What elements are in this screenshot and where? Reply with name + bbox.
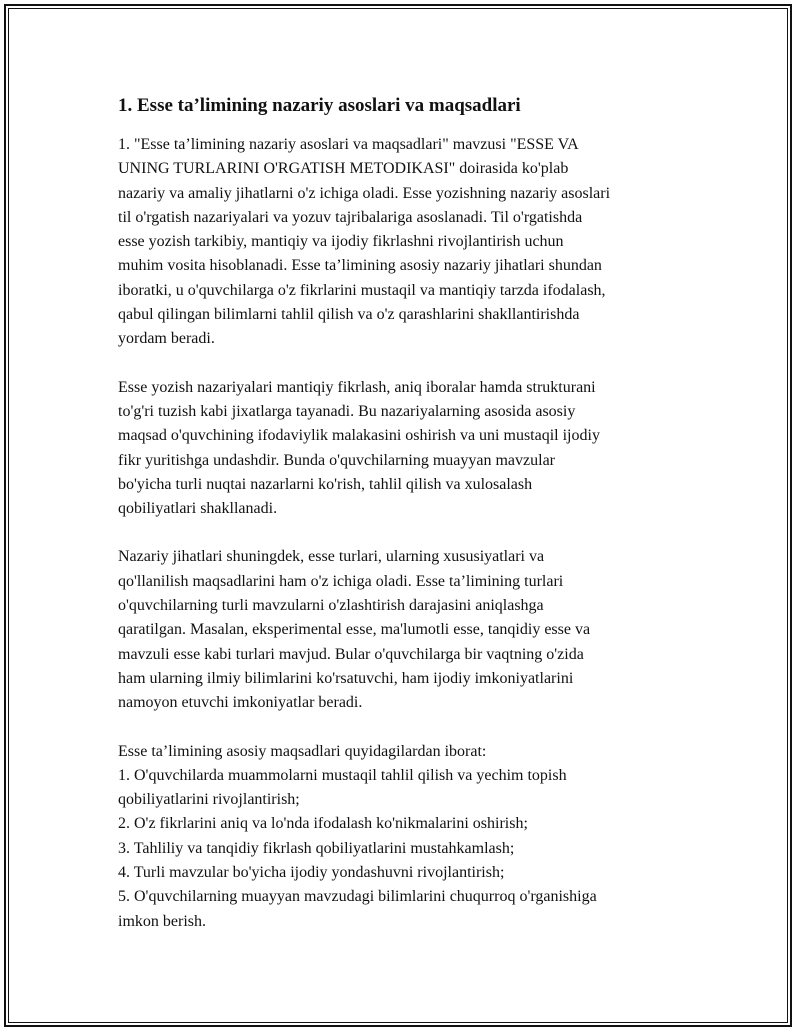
- text-line: maqsad o'quvchining ifodaviylik malakasini oshirish va uni mustaqil ijodiy: [118, 427, 600, 445]
- text-line: muhim vosita hisoblanadi. Esse ta’limining asosiy nazariy jihatlari shundan: [118, 257, 602, 275]
- list-item: 4. Turli mavzular bo'yicha ijodiy yondashuvni rivojlantirish;: [118, 864, 505, 882]
- text-line: Esse yozish nazariyalari mantiqiy fikrlash, aniq iboralar hamda strukturani: [118, 378, 596, 396]
- paragraph-2: [118, 376, 688, 522]
- text-line: til o'rgatish nazariyalari va yozuv tajribalariga asoslanadi. Til o'rgatishda: [118, 208, 583, 226]
- paragraph-3: [118, 545, 688, 715]
- text-line: esse yozish tarkibiy, mantiqiy va ijodiy fikrlashni rivojlantirish uchun: [118, 233, 564, 251]
- text-line: qaratilgan. Masalan, eksperimental esse, ma'lumotli esse, tanqidiy esse va: [118, 621, 591, 639]
- text-line: qabul qilingan bilimlarni tahlil qilish va o'z qarashlarini shakllantirishda: [118, 306, 580, 324]
- list-item: 2. O'z fikrlarini aniq va lo'nda ifodalash ko'nikmalarini oshirish;: [118, 815, 528, 833]
- text-line: Nazariy jihatlari shuningdek, esse turlari, ularning xususiyatlari va: [118, 548, 545, 566]
- goals-list: [118, 740, 688, 934]
- text-line: 1. "Esse ta’limining nazariy asoslari va maqsadlari" mavzusi "ESSE VA: [118, 136, 579, 153]
- list-item-continued: imkon berish.: [118, 912, 206, 930]
- list-item: 1. O'quvchilarda muammolarni mustaqil tahlil qilish va yechim topish: [118, 766, 567, 784]
- paragraph-1: [118, 133, 688, 352]
- text-line: o'quvchilarning turli mavzularni o'zlashtirish darajasini aniqlashga: [118, 597, 544, 615]
- text-line: mavzuli esse kabi turlari mavjud. Bular o'quvchilarga bir vaqtning o'zida: [118, 645, 584, 663]
- list-item-continued: qobiliyatlarini rivojlantirish;: [118, 791, 300, 809]
- text-line: bo'yicha turli nuqtai nazarlarni ko'rish, tahlil qilish va xulosalash: [118, 475, 533, 493]
- text-line: ham ularning ilmiy bilimlarini ko'rsatuvchi, ham ijodiy imkoniyatlarini: [118, 669, 574, 687]
- goals-intro: Esse ta’limining asosiy maqsadlari quyidagilardan iborat:: [118, 742, 487, 760]
- text-line: qo'llanilish maqsadlarini ham o'z ichiga oladi. Esse ta’limining turlari: [118, 572, 564, 590]
- text-line: to'g'ri tuzish kabi jixatlarga tayanadi. Bu nazariyalarning asosida asosiy: [118, 402, 576, 420]
- section-heading: 1. Esse ta’limining nazariy asoslari va maqsadlari: [118, 95, 521, 116]
- text-line: nazariy va amaliy jihatlarni o'z ichiga oladi. Esse yozishning nazariy asoslari: [118, 184, 611, 202]
- text-line: yordam beradi.: [118, 330, 215, 348]
- text-line: fikr yuritishga undashdir. Bunda o'quvchilarning muayyan mavzular: [118, 451, 556, 469]
- text-line: namoyon etuvchi imkoniyatlar beradi.: [118, 694, 363, 712]
- text-line: UNING TURLARINI O'RGATISH METODIKASI" doirasida ko'plab: [118, 160, 569, 178]
- list-item: 5. O'quvchilarning muayyan mavzudagi bilimlarini chuqurroq o'rganishiga: [118, 888, 597, 906]
- text-line: iboratki, u o'quvchilarga o'z fikrlarini mustaqil va mantiqiy tarzda ifodalash,: [118, 281, 606, 299]
- text-line: qobiliyatlari shakllanadi.: [118, 500, 278, 518]
- document-body: [118, 93, 688, 934]
- list-item: 3. Tahliliy va tanqidiy fikrlash qobiliyatlarini mustahkamlash;: [118, 839, 515, 857]
